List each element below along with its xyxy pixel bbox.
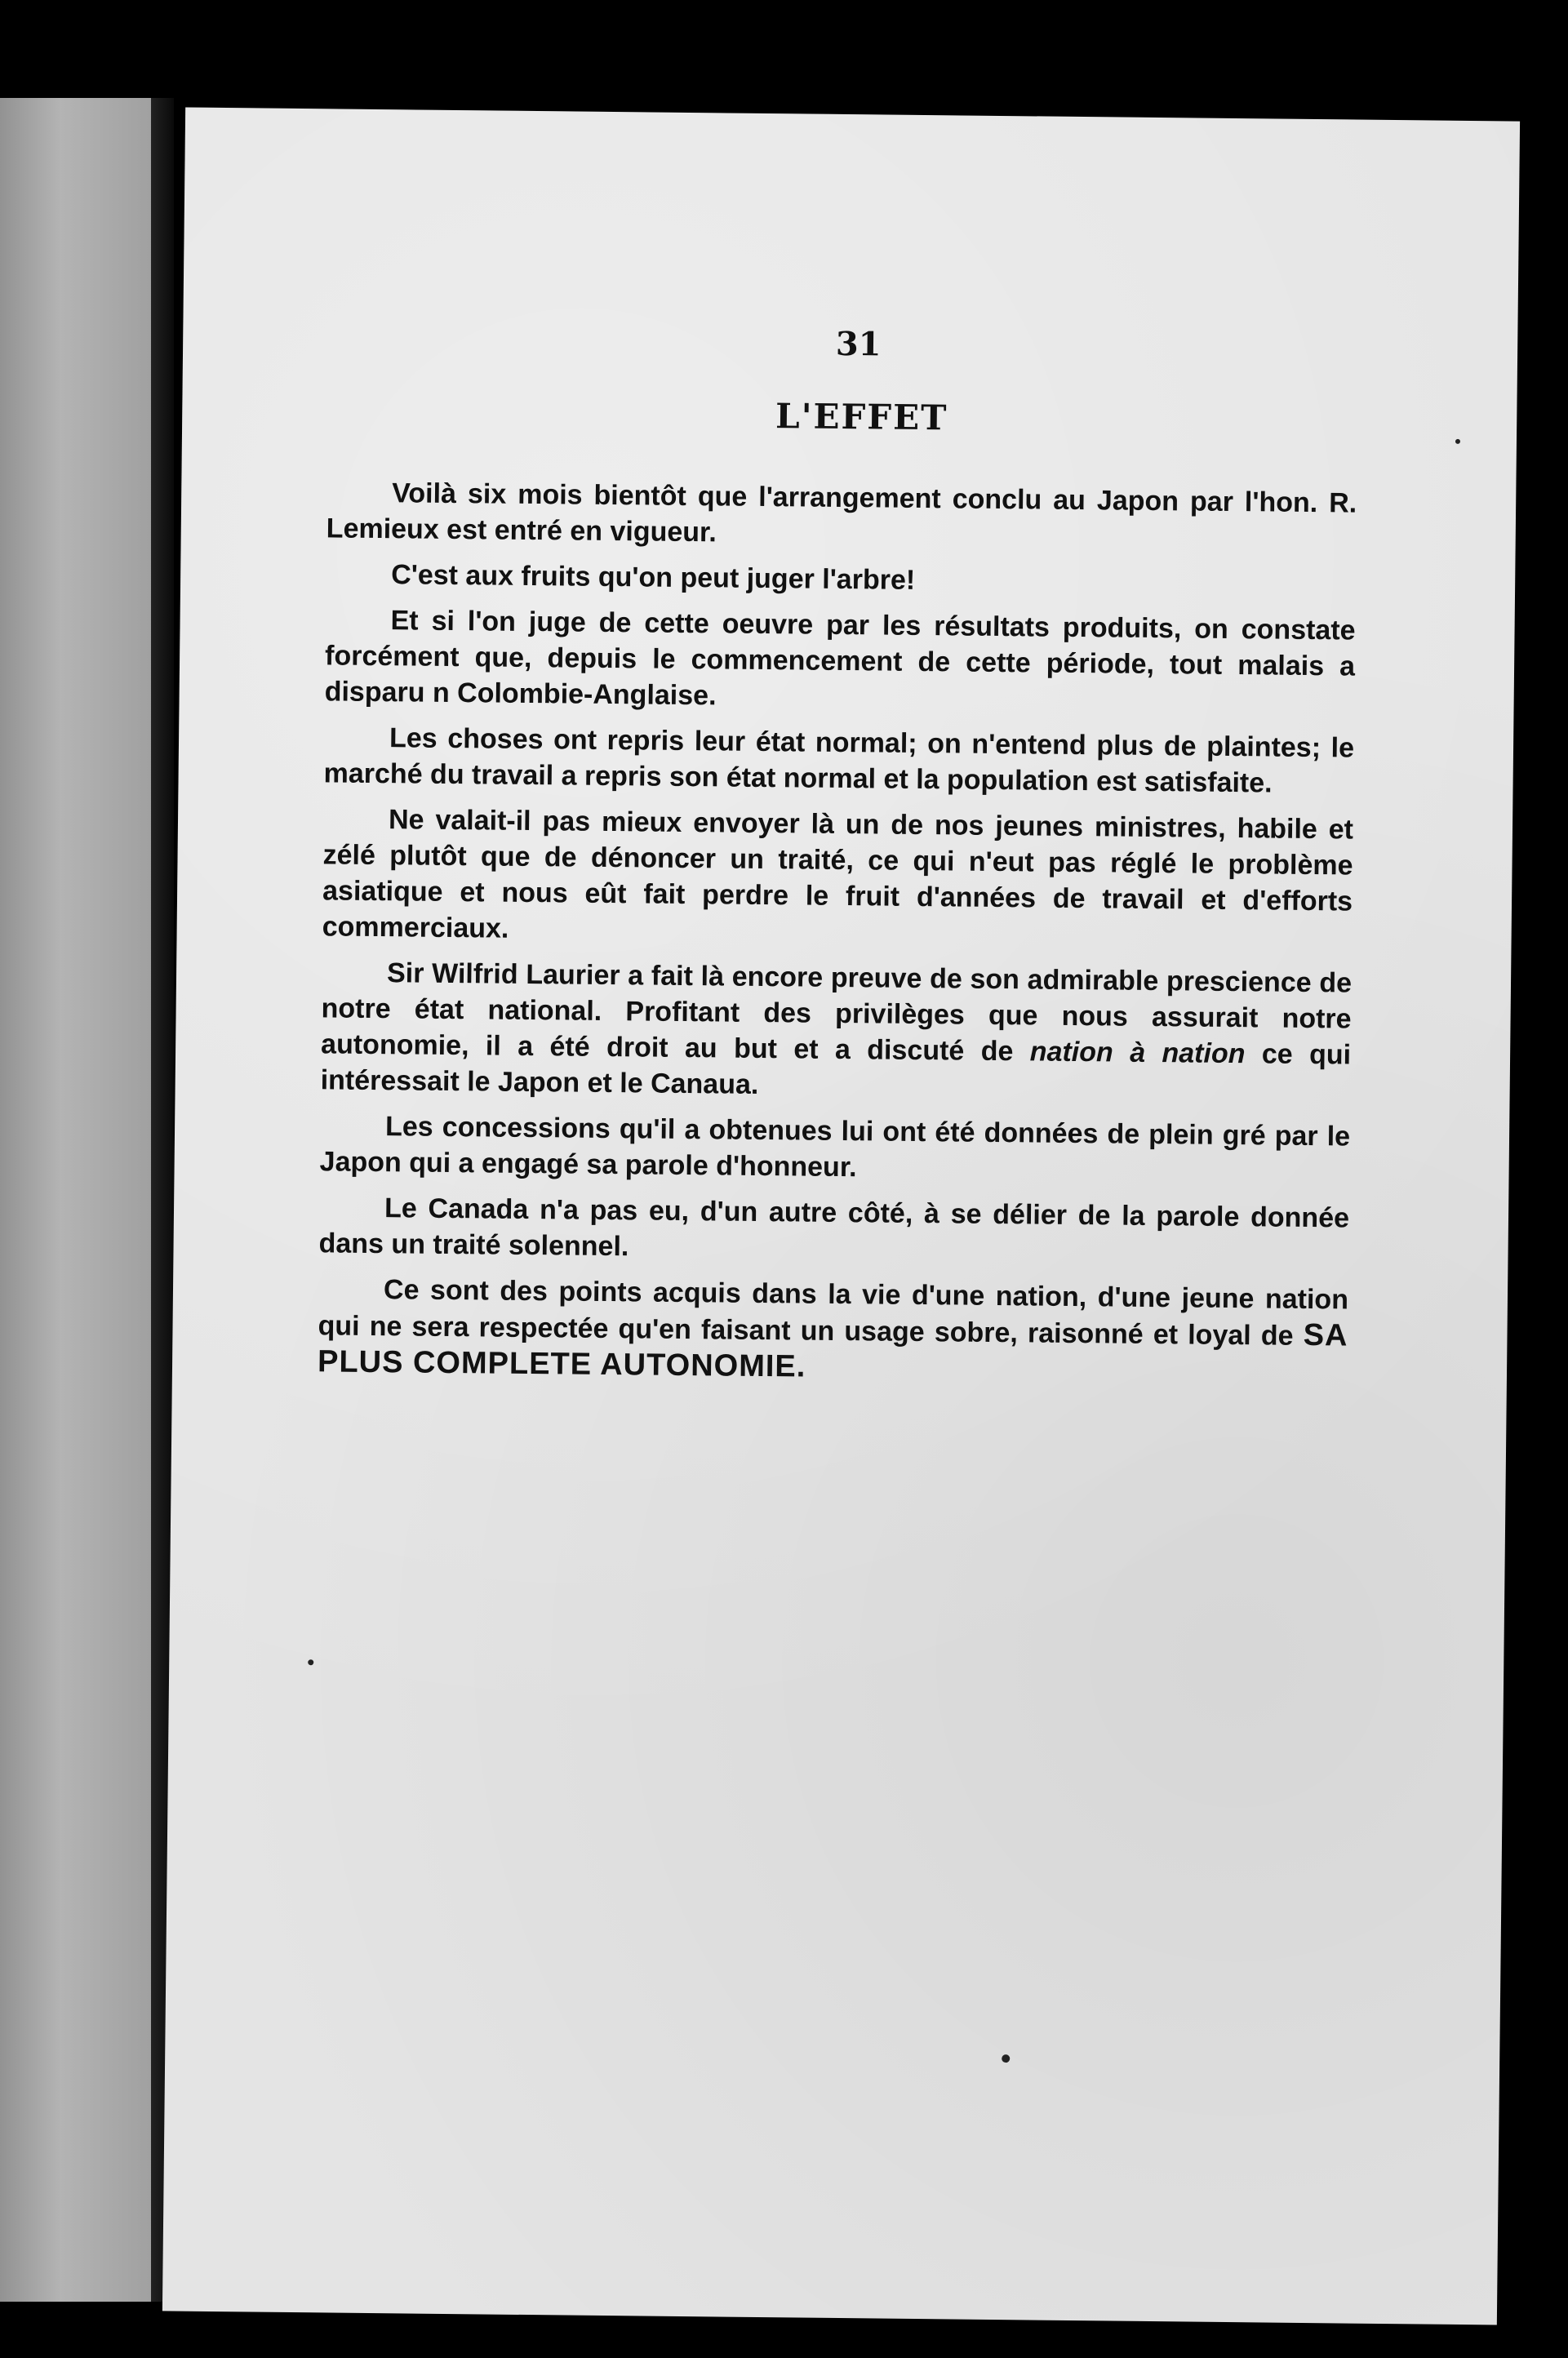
paragraph-laurier [320,954,1352,1108]
scan-speck [1002,2054,1010,2063]
page [162,108,1520,2325]
body-text [318,474,1357,1401]
paragraph-text: Sir Wilfrid Laurier a fait là encore preuve de son admirable prescience de notre état national. Profitant des privilèges que nous assurait notre autonomie, il a été droit au but et a discuté de [320,957,1353,1068]
paragraph: C'est aux fruits qu'on peut juger l'arbre! [390,559,916,596]
emphasis-text: nation à nation [1029,1036,1246,1070]
paragraph-closing [318,1271,1348,1391]
scan-speck [1455,439,1460,444]
paragraph: Et si l'on juge de cette oeuvre par les résultats produits, on constate forcément que, depuis le commencement de cette période, tout malais a disparu n Colombie-Anglaise. [324,605,1356,712]
paragraph: Les choses ont repris leur état normal; on n'entend plus de plaintes; le marché du travail a repris son état normal et la population est satisfaite. [323,722,1355,799]
paragraph: Les concessions qu'il a obtenues lui ont été données de plein gré par le Japon qui a engagé sa parole d'honneur. [319,1111,1351,1183]
paragraph: Le Canada n'a pas eu, d'un autre côté, à se délier de la parole donnée dans un traité solennel. [318,1192,1350,1263]
paragraph-text: Ce sont des points acquis dans la vie d'une nation, d'une jeune nation qui ne sera respectée qu'en faisant un usage sobre, raisonné et loyal de [318,1274,1349,1352]
scan-speck [308,1659,313,1665]
paragraph: Ne valait-il pas mieux envoyer là un de nos jeunes ministres, habile et zélé plutôt que de dénoncer un traité, ce qui n'eut pas réglé le problème asiatique et nous eût fait perdre le fruit d'années de travail et d'efforts commerciaux. [322,804,1354,944]
paragraph: Voilà six mois bientôt que l'arrangement conclu au Japon par l'hon. R. Lemieux est entré en vigueur. [326,477,1357,548]
facing-page-edge [0,98,151,2302]
closing-caps-text: SA PLUS COMPLETE AUTONOMIE. [317,1317,1348,1384]
paragraph-text: ce qui intéressait le Japon et le Canaua. [320,1038,1352,1100]
page-number: 31 [835,324,882,364]
page-heading: L'EFFET [775,396,948,438]
